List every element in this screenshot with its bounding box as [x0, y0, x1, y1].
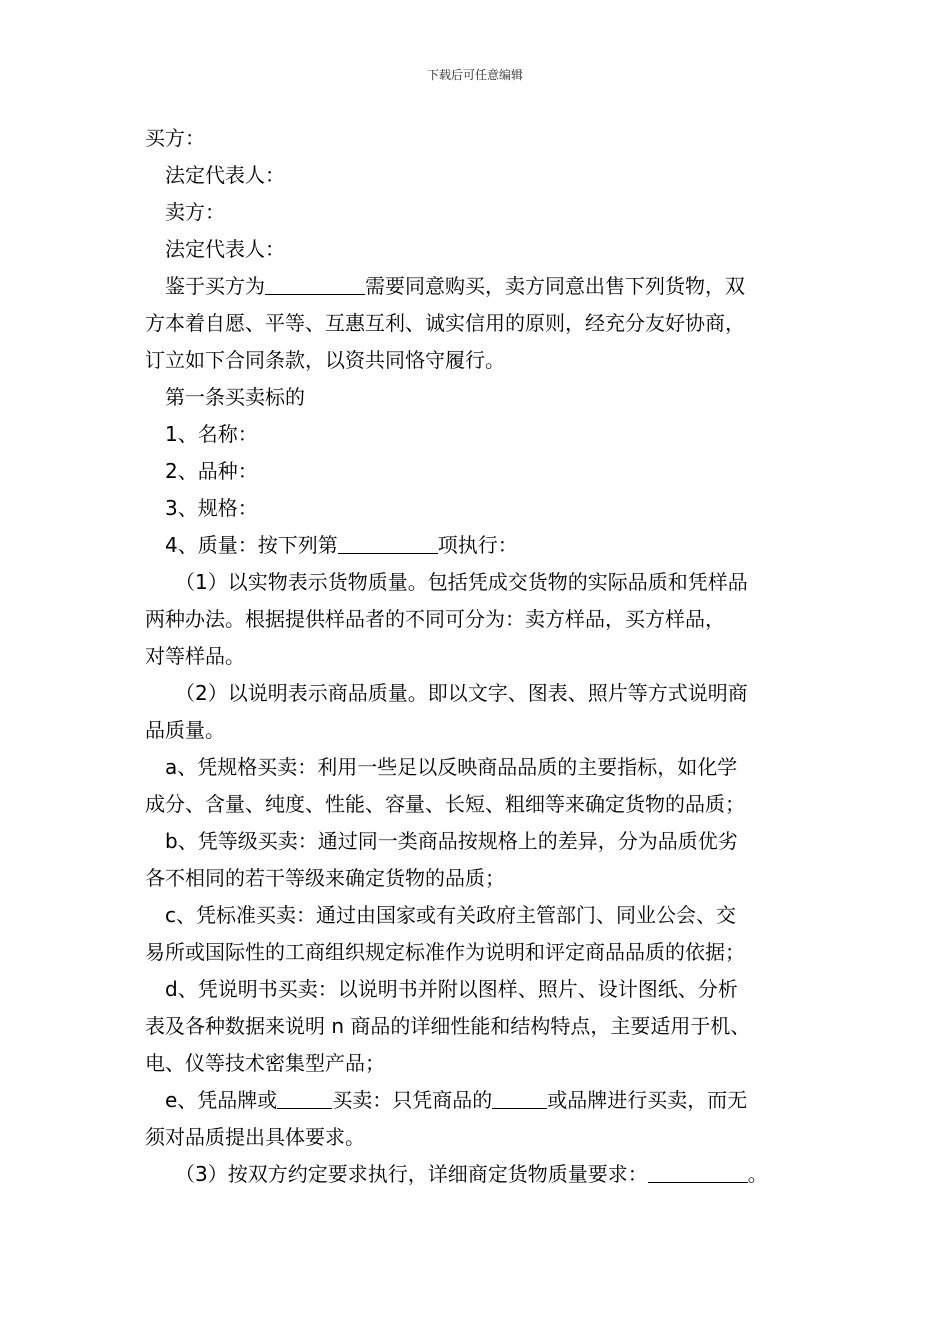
method-e-text-b: 买卖：只凭商品的	[332, 1088, 493, 1112]
item-quality-text-b: 项执行：	[437, 533, 518, 557]
article-1-title: 第一条买卖标的	[165, 385, 305, 409]
method-d-line-2: 表及各种数据来说明 n 商品的详细性能和结构特点，主要适用于机、	[145, 1014, 751, 1038]
quality-1-line-2: 两种办法。根据提供样品者的不同可分为：卖方样品，买方样品，	[145, 607, 725, 631]
method-e-text-c: 或品牌进行买卖，而无	[547, 1088, 748, 1112]
intro-line-3: 订立如下合同条款，以资共同恪守履行。	[145, 348, 505, 372]
contract-body	[145, 120, 825, 1193]
method-e-line-1	[145, 1082, 825, 1119]
quality-option-blank[interactable]	[338, 529, 438, 554]
method-a-line-2: 成分、含量、纯度、性能、容量、长短、粗细等来确定货物的品质；	[145, 792, 745, 816]
quality-requirement-blank[interactable]	[648, 1158, 748, 1183]
quality-2-line-1: （2）以说明表示商品质量。即以文字、图表、照片等方式说明商	[175, 681, 748, 705]
item-quality-text-a: 4、质量：按下列第	[165, 533, 338, 557]
intro-line-1	[145, 268, 825, 305]
purpose-blank[interactable]	[265, 270, 365, 295]
item-variety: 2、品种：	[165, 459, 258, 483]
intro-line-2: 方本着自愿、平等、互惠互利、诚实信用的原则，经充分友好协商，	[145, 311, 745, 335]
method-e-line-2: 须对品质提出具体要求。	[145, 1125, 365, 1149]
item-quality	[145, 527, 825, 564]
intro-text-a: 鉴于买方为	[165, 274, 265, 298]
brand-blank-2[interactable]	[492, 1084, 547, 1109]
method-c-line-1: c、凭标准买卖：通过由国家或有关政府主管部门、同业公会、交	[165, 903, 736, 927]
quality-3-text-a: （3）按双方约定要求执行，详细商定货物质量要求：	[175, 1162, 648, 1186]
quality-1-line-3: 对等样品。	[145, 644, 245, 668]
buyer-line: 买方：	[145, 126, 205, 150]
quality-1-line-1: （1）以实物表示货物质量。包括凭成交货物的实际品质和凭样品	[175, 570, 748, 594]
method-d-line-1: d、凭说明书买卖：以说明书并附以图样、照片、设计图纸、分析	[165, 977, 738, 1001]
method-b-line-1: b、凭等级买卖：通过同一类商品按规格上的差异，分为品质优劣	[165, 829, 738, 853]
quality-3-line	[145, 1156, 825, 1193]
item-name: 1、名称：	[165, 422, 258, 446]
buyer-rep-line: 法定代表人：	[165, 163, 285, 187]
method-b-line-2: 各不相同的若干等级来确定货物的品质；	[145, 866, 505, 890]
method-d-line-3: 电、仪等技术密集型产品；	[145, 1051, 385, 1075]
method-e-text-a: e、凭品牌或	[165, 1088, 278, 1112]
quality-3-text-b: 。	[747, 1162, 768, 1186]
quality-2-line-2: 品质量。	[145, 718, 225, 742]
seller-line: 卖方：	[165, 200, 225, 224]
seller-rep-line: 法定代表人：	[165, 237, 285, 261]
intro-text-b: 需要同意购买，卖方同意出售下列货物，双	[365, 274, 745, 298]
method-c-line-2: 易所或国际性的工商组织规定标准作为说明和评定商品品质的依据；	[145, 940, 745, 964]
item-spec: 3、规格：	[165, 496, 258, 520]
page-header: 下载后可任意编辑	[426, 68, 523, 82]
method-a-line-1: a、凭规格买卖：利用一些足以反映商品品质的主要指标，如化学	[165, 755, 738, 779]
brand-blank-1[interactable]	[277, 1084, 332, 1109]
